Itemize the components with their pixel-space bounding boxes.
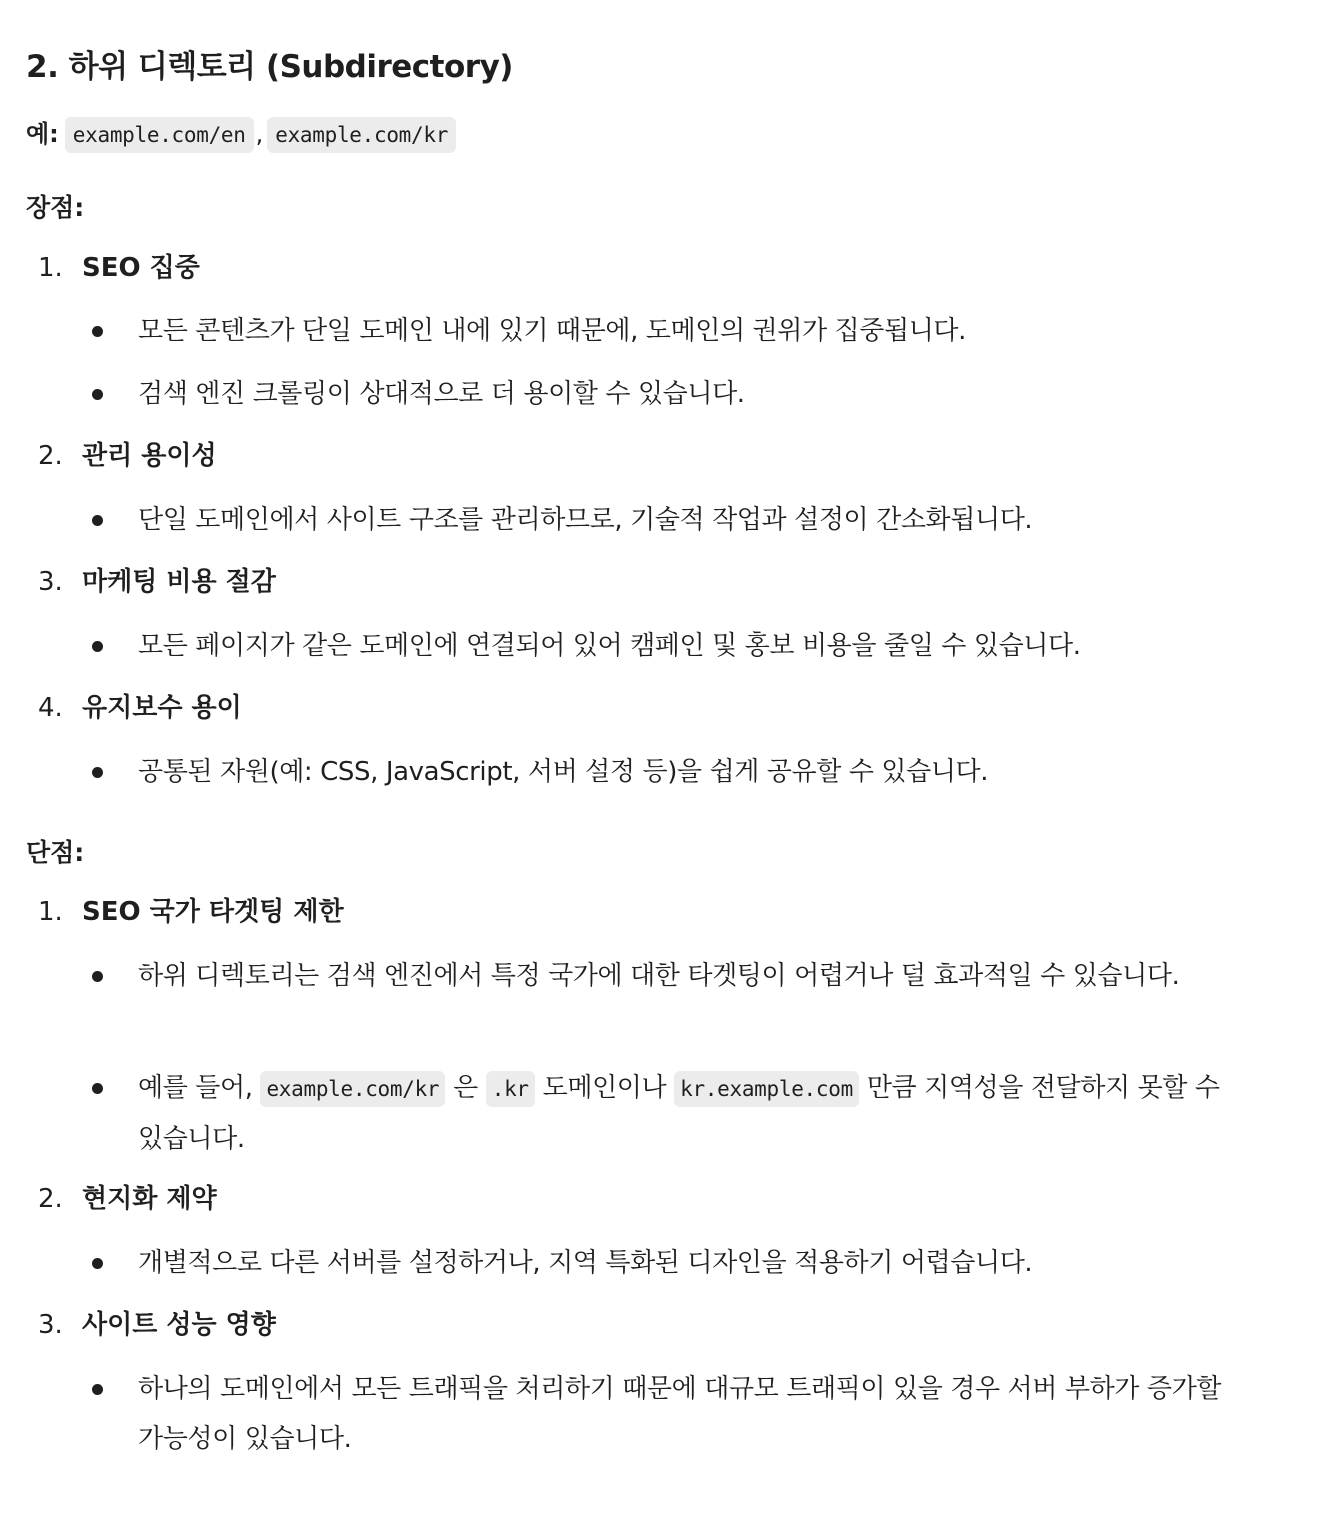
bullet-text: 개별적으로 다른 서버를 설정하거나, 지역 특화된 디자인을 적용하기 어렵습니다.: [138, 1248, 1033, 1278]
item-number: 1.: [38, 897, 63, 927]
example-code-en: example.com/en: [65, 117, 254, 153]
bullet-dot: [92, 1258, 103, 1269]
code-example-kr: example.com/kr: [260, 1071, 445, 1107]
pros-item-4: [38, 686, 242, 730]
bullet-dot: [92, 641, 103, 652]
example-code-kr: example.com/kr: [267, 117, 456, 153]
cons-item-1: [38, 890, 344, 934]
pros-item-3: [38, 560, 276, 604]
list-item: [92, 747, 1242, 797]
bullet-text-part: 도메인이나: [542, 1073, 667, 1103]
cons-item-2: [38, 1177, 217, 1221]
code-kr-tld: .kr: [486, 1071, 535, 1107]
list-item: [92, 495, 1242, 545]
item-title: SEO 국가 타겟팅 제한: [82, 897, 344, 927]
bullet-text-part: 만큼 지역성을 전달하지 못할 수 있습니다.: [138, 1073, 1220, 1154]
example-label: 예:: [26, 120, 59, 148]
bullet-text-part: 예를 들어,: [138, 1073, 253, 1103]
bullet-dot: [92, 326, 103, 337]
pros-label: 장점:: [26, 193, 85, 222]
item-title: 사이트 성능 영향: [82, 1310, 276, 1340]
item-number: 2.: [38, 1184, 63, 1214]
bullet-dot: [92, 971, 103, 982]
bullet-dot: [92, 1083, 103, 1094]
bullet-text: [138, 1063, 1242, 1164]
section-heading: 2. 하위 디렉토리 (Subdirectory): [26, 49, 513, 85]
bullet-text: 검색 엔진 크롤링이 상대적으로 더 용이할 수 있습니다.: [138, 379, 745, 409]
cons-item-3: [38, 1303, 276, 1347]
bullet-dot: [92, 767, 103, 778]
cons-label: 단점:: [26, 838, 85, 867]
list-item: [92, 306, 1242, 356]
pros-item-1: [38, 246, 200, 290]
example-separator: ,: [255, 120, 264, 148]
bullet-text: 하위 디렉토리는 검색 엔진에서 특정 국가에 대한 타겟팅이 어렵거나 덜 효과적일 수 있습니다.: [138, 961, 1180, 991]
bullet-dot: [92, 1384, 103, 1395]
example-line: [26, 112, 456, 157]
list-item: [92, 1238, 1242, 1288]
bullet-text: 하나의 도메인에서 모든 트래픽을 처리하기 때문에 대규모 트래픽이 있을 경우 서버 부하가 증가할 가능성이 있습니다.: [138, 1374, 1222, 1454]
item-title: 관리 용이성: [82, 441, 217, 471]
bullet-text: 모든 콘텐츠가 단일 도메인 내에 있기 때문에, 도메인의 권위가 집중됩니다.: [138, 316, 966, 346]
code-kr-subdomain: kr.example.com: [674, 1071, 859, 1107]
item-number: 2.: [38, 441, 63, 471]
bullet-text: 단일 도메인에서 사이트 구조를 관리하므로, 기술적 작업과 설정이 간소화됩니다.: [138, 505, 1033, 535]
item-number: 1.: [38, 253, 63, 283]
item-title: 현지화 제약: [82, 1184, 217, 1214]
list-item: [92, 1063, 1242, 1164]
list-item: [92, 1364, 1242, 1464]
bullet-text-part: 은: [453, 1073, 478, 1103]
item-number: 3.: [38, 1310, 63, 1340]
bullet-text: 모든 페이지가 같은 도메인에 연결되어 있어 캠페인 및 홍보 비용을 줄일 수 있습니다.: [138, 631, 1081, 661]
item-title: 마케팅 비용 절감: [82, 567, 276, 597]
bullet-dot: [92, 515, 103, 526]
item-title: 유지보수 용이: [82, 693, 242, 723]
item-title: SEO 집중: [82, 253, 200, 283]
list-item: [92, 369, 1242, 419]
bullet-text: 공통된 자원(예: CSS, JavaScript, 서버 설정 등)을 쉽게 공유할 수 있습니다.: [138, 757, 989, 787]
item-number: 4.: [38, 693, 63, 723]
bullet-dot: [92, 389, 103, 400]
item-number: 3.: [38, 567, 63, 597]
pros-item-2: [38, 434, 217, 478]
list-item: [92, 621, 1242, 671]
list-item: [92, 951, 1242, 1001]
